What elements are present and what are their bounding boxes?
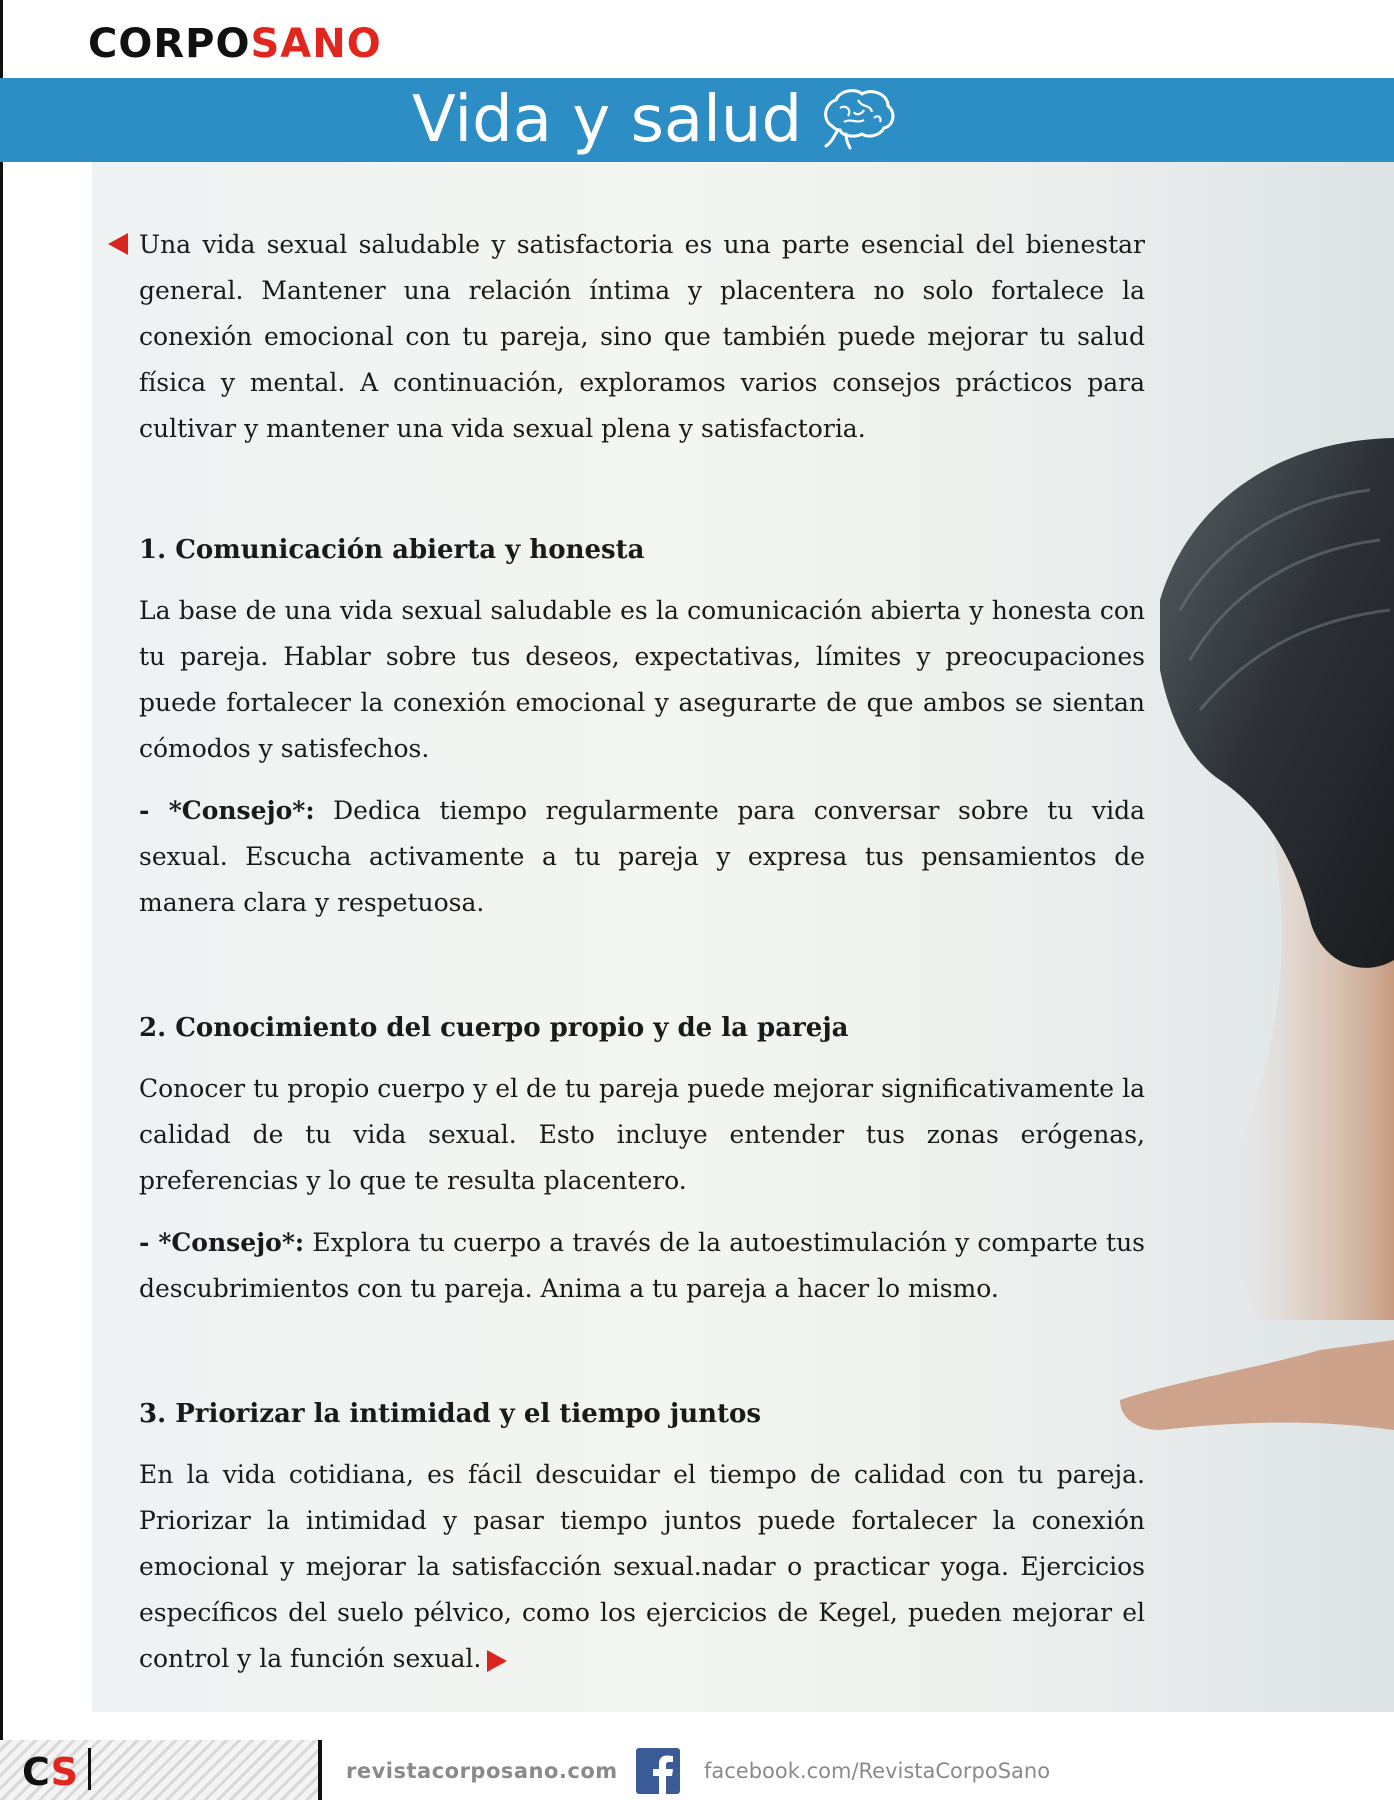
tip-label: - *Consejo*: <box>139 796 315 825</box>
cs-logo-bar <box>88 1748 91 1790</box>
logo-corpo: CORPO <box>88 21 251 67</box>
corposano-logo <box>88 20 382 68</box>
cs-logo-s: S <box>50 1750 78 1794</box>
section-2-heading: 2. Conocimiento del cuerpo propio y de la pareja <box>139 1013 849 1043</box>
arrow-right-icon <box>487 1650 507 1672</box>
footer-divider <box>318 1740 322 1800</box>
section-2-body: Conocer tu propio cuerpo y el de tu pareja puede mejorar significativamente la calidad de tu vida sexual. Esto incluye entender tus zonas erógenas, preferencias y lo que te resulta placentero. <box>139 1074 1145 1195</box>
cs-logo-c: C <box>22 1750 51 1794</box>
section-1-body: La base de una vida sexual saludable es la comunicación abierta y honesta con tu pareja. Hablar sobre tus deseos, expectativas, límites y preocupaciones puede fortalecer la conexión emocional y asegurarte de que ambos se sientan cómodos y satisfechos. <box>139 596 1145 763</box>
section-1 <box>139 530 1145 926</box>
tip-label: - *Consejo*: <box>139 1228 305 1257</box>
facebook-icon[interactable] <box>636 1748 680 1794</box>
section-title: Vida y salud <box>412 83 803 157</box>
section-2-tip <box>139 1220 1145 1312</box>
left-page-rule <box>0 0 3 1800</box>
tip-text: Dedica tiempo regularmente para conversar sobre tu vida sexual. Escucha activamente a tu pareja y expresa tus pensamientos de manera clara y respetuosa. <box>139 796 1146 917</box>
logo-sano: SANO <box>250 21 382 67</box>
section-3-body: En la vida cotidiana, es fácil descuidar el tiempo de calidad con tu pareja. Priorizar la intimidad y pasar tiempo juntos puede fortalecer la conexión emocional y mejorar la satisfacción sexual.nadar o practicar yoga. Ejercicios específicos del suelo pélvico, como los ejercicios de Kegel, pueden mejorar el control y la función sexual. <box>139 1460 1145 1673</box>
section-3-body-wrap <box>139 1452 1145 1682</box>
tip-text: Explora tu cuerpo a través de la autoestimulación y comparte tus descubrimientos con tu pareja. Anima a tu pareja a hacer lo mismo. <box>139 1228 1146 1303</box>
section-3-heading: 3. Priorizar la intimidad y el tiempo juntos <box>139 1399 762 1429</box>
facebook-link[interactable]: facebook.com/RevistaCorpoSano <box>704 1759 1051 1783</box>
section-2 <box>139 1008 1145 1312</box>
section-1-heading: 1. Comunicación abierta y honesta <box>139 535 645 565</box>
brain-icon <box>818 86 898 152</box>
intro-block <box>139 222 1145 452</box>
arrow-left-icon <box>108 233 128 255</box>
cs-logo <box>22 1752 78 1792</box>
section-1-tip <box>139 788 1145 926</box>
intro-paragraph: Una vida sexual saludable y satisfactoria es una parte esencial del bienestar general. Mantener una relación íntima y placentera no solo fortalece la conexión emocional con tu pareja, sino que también puede mejorar tu salud física y mental. A continuación, exploramos varios consejos prácticos para cultivar y mantener una vida sexual plena y satisfactoria. <box>139 230 1145 443</box>
section-3 <box>139 1394 1145 1682</box>
website-link[interactable]: revistacorposano.com <box>346 1759 618 1783</box>
